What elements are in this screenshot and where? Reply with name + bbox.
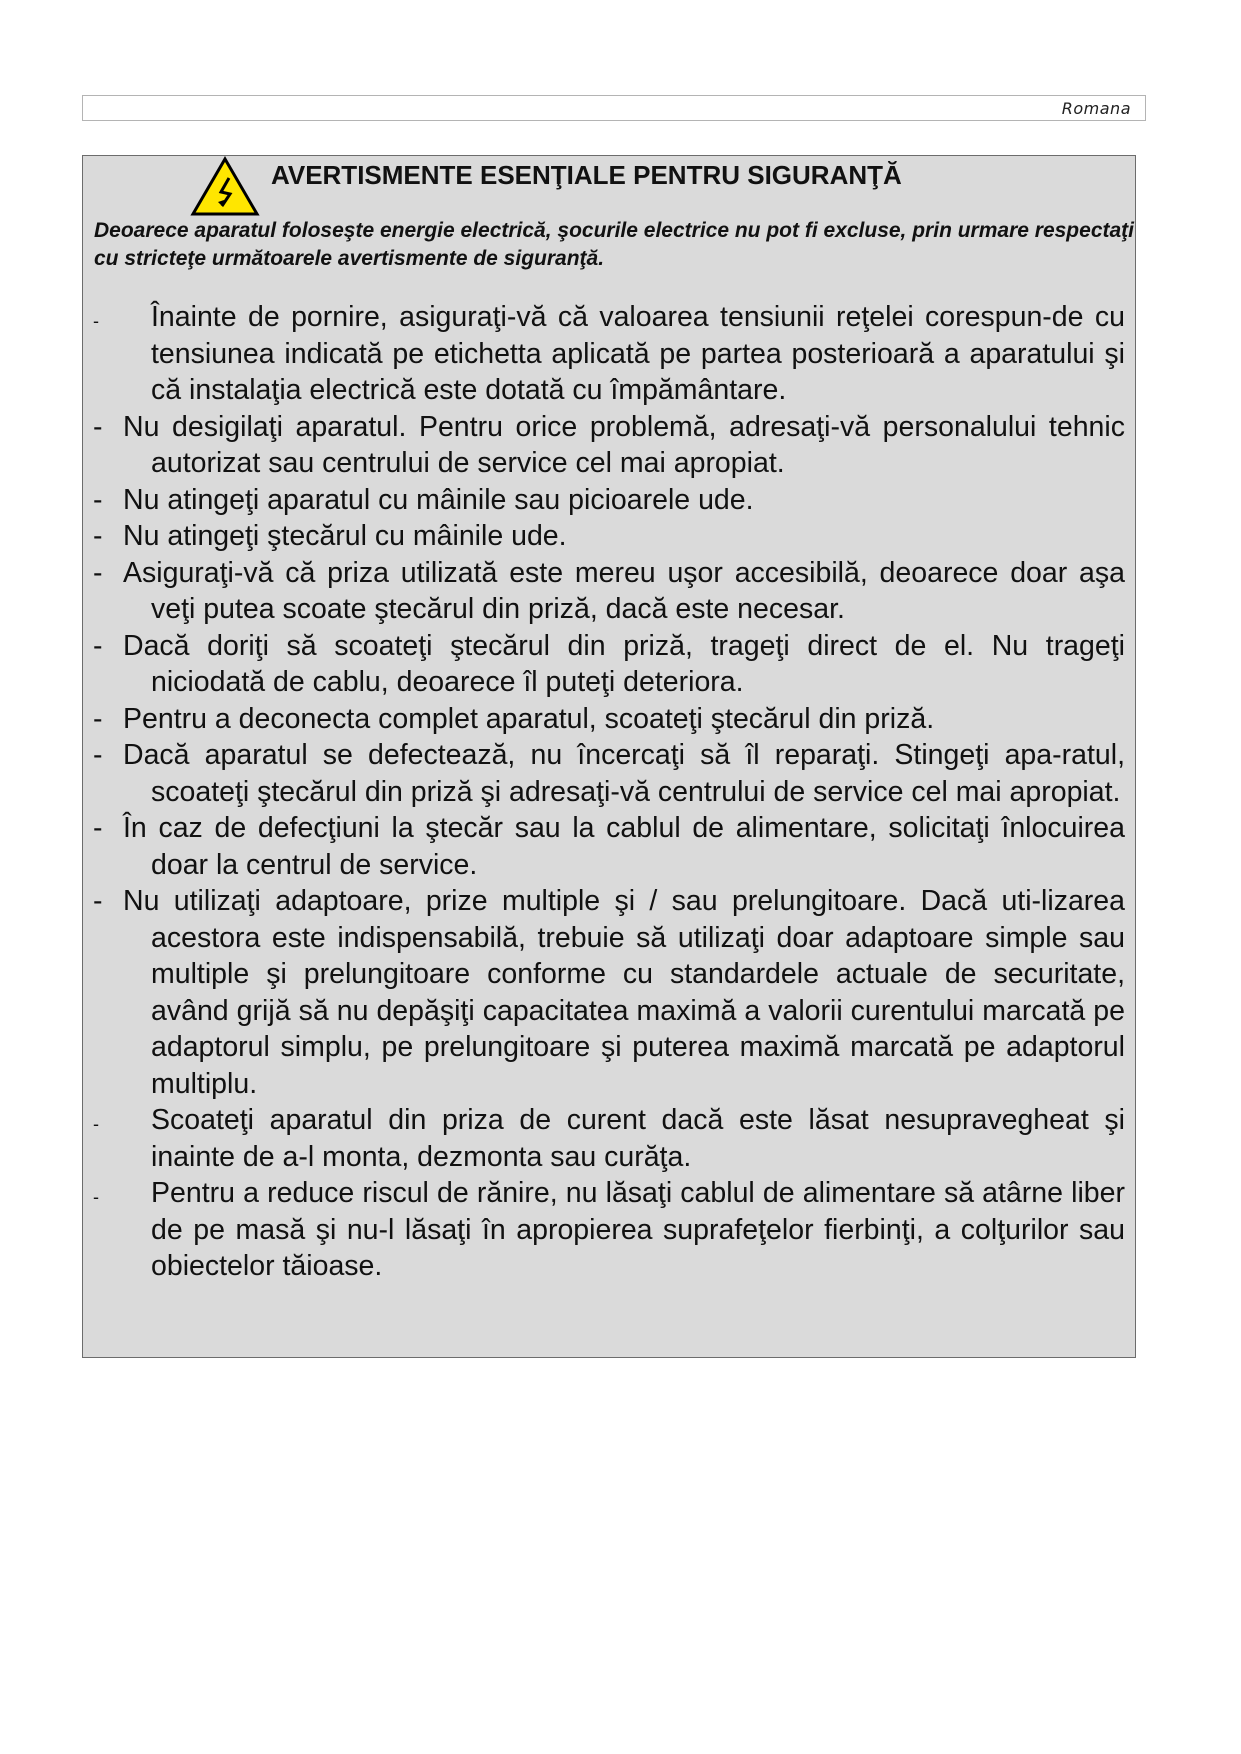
list-dash: - (93, 885, 103, 917)
warning-item (83, 518, 1137, 555)
warning-item-text: Nu desigilaţi aparatul. Pentru orice problemă, adresaţi-vă personalului tehnic autorizat sau centrului de service cel mai apropiat. (123, 410, 1125, 479)
language-label: Romana (1061, 99, 1131, 118)
warning-item-text: Dacă doriţi să scoateţi ştecărul din priză, trageţi direct de el. Nu trageţi niciodată de cablu, deoarece îl puteţi deteriora. (123, 629, 1125, 698)
warning-item (83, 810, 1137, 883)
list-dash: - (93, 739, 103, 771)
warning-list (83, 299, 1137, 1285)
warning-item-text: În caz de defecţiuni la ştecăr sau la cablul de alimentare, solicitaţi înlocuirea doar la centrul de service. (123, 812, 1125, 881)
warning-item-text: Înainte de pornire, asiguraţi-vă că valoarea tensiunii reţelei corespun-de cu tensiunea indicată pe etichetta aplicată pe partea posterioară a aparatului şi că instalaţia electrică este dotată cu împământare. (151, 301, 1125, 406)
list-dash: - (93, 812, 103, 844)
warning-item-text: Nu atingeţi ştecărul cu mâinile ude. (123, 520, 567, 552)
list-dash: - (93, 1187, 99, 1207)
list-dash: - (93, 702, 103, 735)
warning-item-text: Pentru a deconecta complet aparatul, scoateţi ştecărul din priză. (123, 702, 935, 735)
warning-item-text: Scoateţi aparatul din priza de curent dacă este lăsat nesupravegheat şi inainte de a-l monta, dezmonta sau curăţa. (151, 1104, 1125, 1173)
list-dash: - (93, 556, 103, 589)
warning-item (83, 701, 1137, 738)
safety-warning-box (82, 155, 1136, 1358)
warning-item-text: Pentru a reduce riscul de rănire, nu lăsaţi cablul de alimentare să atârne liber de pe masă şi nu-l lăsaţi în apropierea suprafeţelor fierbinţi, a colţurilor sau obiectelor tăioase. (151, 1177, 1125, 1282)
warning-item (83, 883, 1137, 1102)
warning-item-text: Nu atingeţi aparatul cu mâinile sau picioarele ude. (123, 483, 754, 516)
warning-title: AVERTISMENTE ESENŢIALE PENTRU SIGURANŢĂ (271, 160, 902, 190)
warning-item (83, 409, 1137, 482)
warning-item-text: Nu utilizaţi adaptoare, prize multiple şi / sau prelungitoare. Dacă uti-lizarea acestora este indispensabilă, trebuie să utilizaţi doar adaptoare simple sau multiple şi prelungitoare conforme cu standardele actuale de securitate, având grijă să nu depăşiţi capacitatea maximă a valorii curentului marcată pe adaptorul simplu, pe prelungitoare şi puterea maximă marcată pe adaptorul multiplu. (123, 885, 1125, 1100)
warning-item (83, 482, 1137, 519)
warning-item (83, 628, 1137, 701)
list-dash: - (93, 410, 103, 443)
page-header (82, 95, 1146, 121)
list-dash: - (93, 483, 103, 516)
list-dash: - (93, 629, 103, 662)
warning-item (83, 555, 1137, 628)
electric-hazard-icon (190, 156, 260, 218)
warning-item (83, 1175, 1137, 1285)
warning-item-text: Asiguraţi-vă că priza utilizată este mereu uşor accesibilă, deoarece doar aşa veţi putea scoate ştecărul din priză, dacă este necesar. (123, 556, 1125, 625)
warning-item-text: Dacă aparatul se defectează, nu încercaţi să îl reparaţi. Stingeţi apa-ratul, scoateţi ştecărul din priză şi adresaţi-vă centrului de service cel mai apropiat. (123, 739, 1125, 808)
warning-item (83, 737, 1137, 810)
warning-item (83, 299, 1137, 409)
list-dash: - (93, 311, 99, 331)
warning-intro: Deoarece aparatul foloseşte energie electrică, şocurile electrice nu pot fi excluse, prin urmare respectaţi cu stricteţe următoarele avertismente de siguranţă. (94, 219, 1134, 270)
list-dash: - (93, 520, 103, 552)
list-dash: - (93, 1114, 99, 1134)
warning-item (83, 1102, 1137, 1175)
